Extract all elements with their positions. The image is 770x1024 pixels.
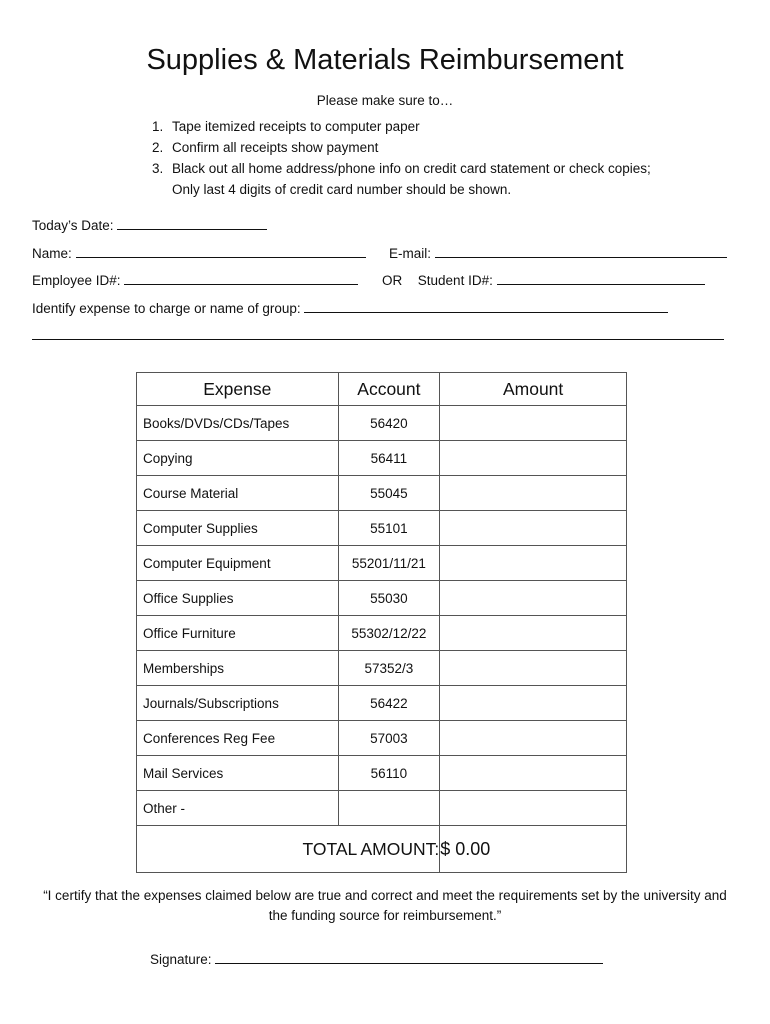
amount-column-header: Amount: [440, 373, 627, 406]
table-row: [137, 406, 627, 441]
date-field[interactable]: [117, 215, 267, 230]
account-cell: 57352/3: [338, 651, 440, 686]
table-row: [137, 791, 627, 826]
expense-cell: Office Furniture: [137, 616, 339, 651]
account-cell: 56411: [338, 441, 440, 476]
amount-input[interactable]: [440, 546, 627, 581]
table-row: [137, 756, 627, 791]
table-row: [137, 476, 627, 511]
instructions-heading: Please make sure to…: [316, 93, 454, 108]
account-cell: 55045: [338, 476, 440, 511]
instruction-text: Tape itemized receipts to computer paper: [172, 119, 420, 134]
expense-cell: Computer Supplies: [137, 511, 339, 546]
expense-cell: Books/DVDs/CDs/Tapes: [137, 406, 339, 441]
signature-field[interactable]: [215, 949, 603, 964]
table-row: [137, 686, 627, 721]
amount-input[interactable]: [440, 406, 627, 441]
email-row: [389, 243, 727, 261]
instruction-text: Black out all home address/phone info on credit card statement or check copies; Only last 4 digits of credit card number should be shown.: [172, 161, 651, 197]
name-row: [32, 243, 366, 261]
employee-id-label: Employee ID#:: [32, 273, 121, 288]
form-title: Supplies & Materials Reimbursement: [146, 44, 624, 76]
instruction-item: [152, 116, 652, 137]
identify-row: [32, 298, 668, 316]
instruction-item: [152, 137, 652, 158]
name-field[interactable]: [76, 243, 366, 258]
signature-label: Signature:: [150, 952, 212, 967]
employee-id-field[interactable]: [124, 270, 358, 285]
account-cell: 56110: [338, 756, 440, 791]
expense-cell: Copying: [137, 441, 339, 476]
identify-field-continuation[interactable]: [32, 339, 724, 340]
total-amount-label: TOTAL AMOUNT:: [137, 826, 440, 873]
account-cell: 55030: [338, 581, 440, 616]
total-row: [137, 826, 627, 873]
email-field[interactable]: [435, 243, 727, 258]
account-cell: 56420: [338, 406, 440, 441]
or-label: OR: [382, 273, 403, 288]
instruction-number: 1.: [152, 119, 164, 134]
table-row: [137, 441, 627, 476]
student-id-label: Student ID#:: [417, 273, 493, 288]
total-amount-value: $ 0.00: [440, 826, 627, 873]
account-column-header: Account: [338, 373, 440, 406]
name-label: Name:: [32, 246, 72, 261]
amount-input[interactable]: [440, 581, 627, 616]
date-label: Today’s Date:: [32, 218, 114, 233]
table-row: [137, 546, 627, 581]
instruction-item: [152, 158, 652, 200]
table-row: [137, 616, 627, 651]
expense-cell: Other -: [137, 791, 339, 826]
table-row: [137, 721, 627, 756]
identify-field[interactable]: [304, 298, 668, 313]
amount-input[interactable]: [440, 441, 627, 476]
account-input[interactable]: [338, 791, 440, 826]
amount-input[interactable]: [440, 791, 627, 826]
amount-input[interactable]: [440, 616, 627, 651]
table-header-row: [137, 373, 627, 406]
identify-label: Identify expense to charge or name of group:: [32, 301, 301, 316]
student-row: [382, 270, 705, 288]
expense-cell: Memberships: [137, 651, 339, 686]
amount-input[interactable]: [440, 686, 627, 721]
expense-cell: Mail Services: [137, 756, 339, 791]
expense-cell: Office Supplies: [137, 581, 339, 616]
amount-input[interactable]: [440, 511, 627, 546]
expense-cell: Computer Equipment: [137, 546, 339, 581]
expense-cell: Course Material: [137, 476, 339, 511]
date-row: [32, 215, 267, 233]
amount-input[interactable]: [440, 721, 627, 756]
instructions-list: [152, 116, 652, 200]
table-row: [137, 651, 627, 686]
instruction-number: 2.: [152, 140, 164, 155]
expense-column-header: Expense: [137, 373, 339, 406]
student-id-field[interactable]: [497, 270, 705, 285]
employee-row: [32, 270, 358, 288]
instruction-text: Confirm all receipts show payment: [172, 140, 379, 155]
account-cell: 55201/11/21: [338, 546, 440, 581]
expense-table: [136, 372, 627, 873]
table-row: [137, 581, 627, 616]
amount-input[interactable]: [440, 476, 627, 511]
amount-input[interactable]: [440, 756, 627, 791]
table-row: [137, 511, 627, 546]
signature-row: [150, 949, 603, 967]
account-cell: 56422: [338, 686, 440, 721]
expense-cell: Journals/Subscriptions: [137, 686, 339, 721]
instruction-number: 3.: [152, 161, 164, 176]
account-cell: 55101: [338, 511, 440, 546]
account-cell: 57003: [338, 721, 440, 756]
email-label: E-mail:: [389, 246, 432, 261]
amount-input[interactable]: [440, 651, 627, 686]
certification-statement: “I certify that the expenses claimed below are true and correct and meet the requirements set by the university and the funding source for reimbursement.”: [43, 888, 727, 923]
expense-cell: Conferences Reg Fee: [137, 721, 339, 756]
account-cell: 55302/12/22: [338, 616, 440, 651]
